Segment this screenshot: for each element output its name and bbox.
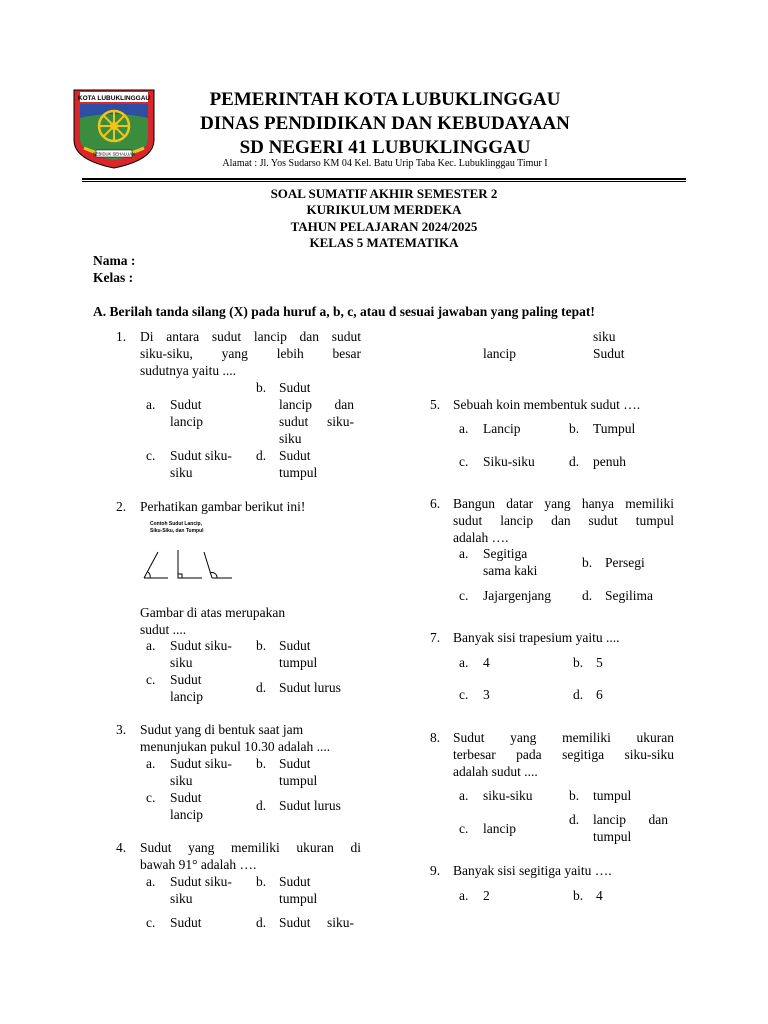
option-c-letter[interactable]: c. — [459, 454, 469, 469]
option-b-letter[interactable]: b. — [569, 788, 580, 803]
exam-title-1: SOAL SUMATIF AKHIR SEMESTER 2 — [270, 186, 498, 201]
option-b-text: tumpul — [279, 773, 318, 788]
option-b-letter[interactable]: b. — [569, 421, 580, 436]
question-text-line: Di antara sudut lancip dan sudut — [140, 329, 361, 344]
question-text-line: Perhatikan gambar berikut ini! — [140, 499, 306, 514]
option-b-letter[interactable]: b. — [256, 874, 267, 889]
option-a-text: Sudut siku- — [170, 874, 232, 889]
option-a-text: siku — [170, 773, 193, 788]
option-c-text: lancip — [170, 807, 203, 822]
question-number: 2. — [116, 499, 127, 514]
question-text-line: adalah sudut .... — [453, 764, 538, 779]
question-number: 6. — [430, 496, 441, 511]
option-c-text: Sudut — [170, 790, 202, 805]
option-d-text: Sudut — [279, 448, 311, 463]
option-c-letter[interactable]: c. — [146, 915, 156, 930]
option-c-text: lancip — [483, 346, 516, 361]
question-text-line: Bangun datar yang hanya memiliki — [453, 496, 674, 511]
option-a-letter[interactable]: a. — [146, 638, 156, 653]
option-a-text: 2 — [483, 888, 490, 903]
figure-caption: Contoh Sudut Lancip, — [150, 521, 202, 527]
exam-title-3: TAHUN PELAJARAN 2024/2025 — [290, 219, 478, 234]
option-b-text: Sudut — [279, 380, 311, 395]
question-number: 8. — [430, 730, 441, 745]
option-c-text: lancip — [170, 689, 203, 704]
option-a-text: Sudut siku- — [170, 756, 232, 771]
nama-label: Nama : — [93, 253, 136, 268]
question-text-line: sudut lancip dan sudut tumpul — [453, 513, 674, 528]
option-c-text: Siku-siku — [483, 454, 535, 469]
option-b-text: Persegi — [605, 555, 645, 570]
option-b-letter[interactable]: b. — [256, 638, 267, 653]
option-a-text: Sudut siku- — [170, 638, 232, 653]
option-d-letter[interactable]: d. — [573, 687, 584, 702]
option-d-letter[interactable]: d. — [569, 454, 580, 469]
header-line-3: SD NEGERI 41 LUBUKLINGGAU — [239, 137, 531, 158]
option-a-letter[interactable]: a. — [459, 888, 469, 903]
option-d-letter[interactable]: d. — [569, 812, 580, 827]
figure-caption: Siku-Siku, dan Tumpul — [150, 528, 204, 534]
option-c-letter[interactable]: c. — [146, 672, 156, 687]
option-c-letter[interactable]: c. — [146, 448, 156, 463]
question-text-line: Banyak sisi segitiga yaitu …. — [453, 863, 612, 878]
option-d-text: lancip dan — [593, 812, 668, 827]
option-a-text: 4 — [483, 655, 490, 670]
angle-examples-figure — [140, 516, 232, 586]
option-c-text: siku — [170, 465, 193, 480]
question-text-line: bawah 91° adalah …. — [140, 857, 257, 872]
option-b-text: Sudut — [279, 638, 311, 653]
question-text-line: Sudut yang di bentuk saat jam — [140, 722, 304, 737]
option-a-letter[interactable]: a. — [146, 756, 156, 771]
header-divider-thin — [82, 181, 686, 182]
option-c-text: Sudut — [170, 915, 202, 930]
option-d-text: Sudut lurus — [279, 680, 341, 695]
question-text-line: siku-siku, yang lebih besar — [140, 346, 361, 361]
question-text-line: Sudut yang memiliki ukuran — [453, 730, 674, 745]
logo-text: KOTA LUBUKLINGGAU — [77, 95, 151, 102]
option-a-text: Lancip — [483, 421, 521, 436]
question-number: 5. — [430, 397, 441, 412]
option-d-text: Sudut — [593, 346, 625, 361]
option-a-letter[interactable]: a. — [459, 421, 469, 436]
option-d-letter[interactable]: d. — [256, 680, 267, 695]
question-text-line: sudut .... — [140, 622, 187, 637]
option-d-letter[interactable]: d. — [256, 798, 267, 813]
question-number: 7. — [430, 630, 441, 645]
question-text-line: Gambar di atas merupakan — [140, 605, 286, 620]
option-c-text: Jajargenjang — [483, 588, 551, 603]
question-text-line: Sudut yang memiliki ukuran di — [140, 840, 361, 855]
school-address: Alamat : Jl. Yos Sudarso KM 04 Kel. Batu Urip Taba Kec. Lubuklinggau Timur I — [222, 158, 548, 169]
option-d-text: tumpul — [279, 465, 318, 480]
option-c-text: 3 — [483, 687, 490, 702]
option-b-text: lancip dan — [279, 397, 354, 412]
exam-title-2: KURIKULUM MERDEKA — [306, 202, 462, 217]
option-b-text: sudut siku- — [279, 414, 354, 429]
option-d-text: Segilima — [605, 588, 653, 603]
exam-title-4: KELAS 5 MATEMATIKA — [309, 235, 459, 250]
option-a-text: siku — [170, 891, 193, 906]
question-number: 9. — [430, 863, 441, 878]
header-line-1: PEMERINTAH KOTA LUBUKLINGGAU — [209, 89, 561, 110]
option-b-text: tumpul — [279, 891, 318, 906]
option-d-text: siku — [593, 329, 616, 344]
option-b-letter[interactable]: b. — [256, 380, 267, 395]
option-d-text: penuh — [593, 454, 626, 469]
option-c-text: Sudut — [170, 672, 202, 687]
option-b-text: siku — [279, 431, 302, 446]
option-a-letter[interactable]: a. — [459, 788, 469, 803]
question-text-line: Sebuah koin membentuk sudut …. — [453, 397, 641, 412]
option-a-text: siku-siku — [483, 788, 533, 803]
option-a-text: Segitiga — [483, 546, 528, 561]
question-text-line: adalah …. — [453, 530, 509, 545]
option-b-text: Tumpul — [593, 421, 636, 436]
option-b-text: Sudut — [279, 874, 311, 889]
option-b-text: 4 — [596, 888, 603, 903]
option-d-letter[interactable]: d. — [582, 588, 593, 603]
header-line-2: DINAS PENDIDIKAN DAN KEBUDAYAAN — [200, 113, 570, 134]
logo-motto: SEBIDUK SEHALUAN — [92, 151, 136, 157]
option-d-text: 6 — [596, 687, 603, 702]
option-c-letter[interactable]: c. — [459, 821, 469, 836]
option-a-letter[interactable]: a. — [146, 874, 156, 889]
option-b-text: 5 — [596, 655, 603, 670]
option-d-letter[interactable]: d. — [256, 915, 267, 930]
option-a-letter[interactable]: a. — [459, 546, 469, 561]
kelas-label: Kelas : — [93, 270, 134, 285]
option-b-letter[interactable]: b. — [582, 555, 593, 570]
school-logo — [72, 88, 156, 170]
question-number: 1. — [116, 329, 127, 344]
question-text-line: terbesar pada segitiga siku-siku — [453, 747, 674, 762]
option-a-text: siku — [170, 655, 193, 670]
question-number: 3. — [116, 722, 127, 737]
option-a-text: Sudut — [170, 397, 202, 412]
option-c-letter[interactable]: c. — [459, 588, 469, 603]
option-d-text: tumpul — [593, 829, 632, 844]
option-a-text: sama kaki — [483, 563, 538, 578]
question-number: 4. — [116, 840, 127, 855]
option-d-letter[interactable]: d. — [256, 448, 267, 463]
header-divider — [82, 178, 686, 180]
option-a-text: lancip — [170, 414, 203, 429]
question-text-line: sudutnya yaitu .... — [140, 363, 236, 378]
option-d-text: Sudut lurus — [279, 798, 341, 813]
option-b-letter[interactable]: b. — [573, 655, 584, 670]
option-a-letter[interactable]: a. — [146, 397, 156, 412]
option-a-letter[interactable]: a. — [459, 655, 469, 670]
option-b-letter[interactable]: b. — [256, 756, 267, 771]
section-a-instruction: A. Berilah tanda silang (X) pada huruf a, b, c, atau d sesuai jawaban yang paling tepat! — [93, 304, 595, 319]
option-b-text: Sudut — [279, 756, 311, 771]
option-b-letter[interactable]: b. — [573, 888, 584, 903]
option-b-text: tumpul — [279, 655, 318, 670]
option-d-text: Sudut siku- — [279, 915, 354, 930]
option-b-text: tumpul — [593, 788, 632, 803]
option-c-letter[interactable]: c. — [146, 790, 156, 805]
question-text-line: Banyak sisi trapesium yaitu .... — [453, 630, 620, 645]
option-c-text: lancip — [483, 821, 516, 836]
option-c-letter[interactable]: c. — [459, 687, 469, 702]
question-text-line: menunjukan pukul 10.30 adalah .... — [140, 739, 331, 754]
option-c-text: Sudut siku- — [170, 448, 232, 463]
